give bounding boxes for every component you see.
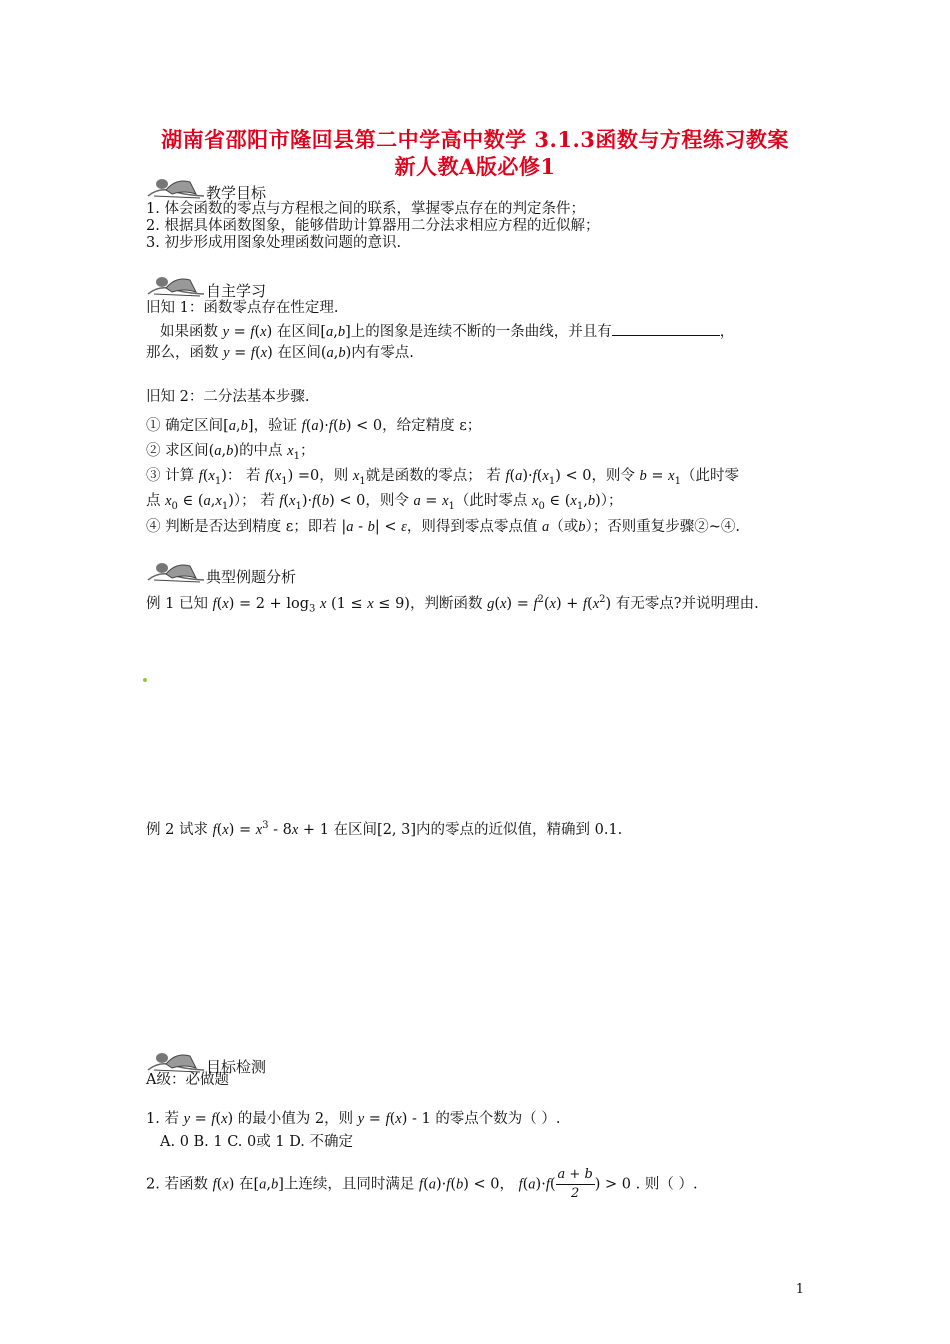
document-title-line2: 新人教A版必修1	[394, 154, 556, 179]
section-examples-header	[146, 556, 446, 588]
review1-line2: 那么，函数 y = f(x) 在区间(a,b)内有零点.	[146, 345, 414, 361]
review1-line1: 如果函数 y = f(x) 在区间[a,b]上的图象是连续不断的一条曲线，并且有 ，	[160, 321, 734, 341]
section-label: 典型例题分析	[206, 568, 297, 586]
fraction-a-plus-b-over-2: $\frac{a + b}{2}$	[557, 1167, 593, 1201]
review1-heading: 旧知 1：函数零点存在性定理.	[146, 300, 339, 316]
bisection-step3: ③ 计算 $f(x_1)$： 若 $f(x_1) =0$，则 $x_1$就是函数的零点； 若 $f(a)\cdot f(x_1) < 0$，则令 $b = x_1$（此时零	[146, 468, 739, 487]
page-number: 1	[795, 1282, 804, 1297]
example1-problem: 例 1 已知 $f(x) = 2 + \log_3 x$ (1 ≤ x ≤ 9)，判断函数 $g(x) = f^2(x) + f(x^2)$ 有无零点?并说明理由.	[146, 594, 759, 615]
question-1-options: A. 0 B. 1 C. 0或 1 D. 不确定	[160, 1134, 354, 1150]
book-reader-icon	[146, 172, 206, 202]
decorative-dot	[143, 678, 147, 682]
question-2: 2. 若函数 f(x) 在[a,b]上连续，且同时满足 f(a)·f(b) < 0， f(a)·f( $\frac{a + b}{2}$ ) > 0 . 则（ ）.	[146, 1167, 698, 1201]
objective-item: 1. 体会函数的零点与方程根之间的联系，掌握零点存在的判定条件；	[146, 201, 585, 217]
question-1: 1. 若 y = f(x) 的最小值为 2，则 y = f(x) - 1 的零点个数为（ ）.	[146, 1111, 561, 1127]
fill-blank	[612, 321, 720, 336]
bisection-step1: ① 确定区间[a,b]，验证 f(a)·f(b) < 0，给定精度 ε；	[146, 418, 482, 434]
section-label: 目标检测	[206, 1058, 267, 1076]
example2-problem: 例 2 试求 $f(x) = x^3 - 8x + 1$ 在区间[2, 3]内的零点的近似值，精确到 0.1.	[146, 820, 623, 838]
document-title-line1: 湖南省邵阳市隆回县第二中学高中数学 3.1.3函数与方程练习教案	[161, 127, 789, 152]
bisection-step3-cont: 点 $x_0$ ∈ $(a,x_1)$）； 若 $f(x_1)\cdot f(b) < 0$，则令 $a = x_1$（此时零点 $x_0$ ∈ $(x_1,b)$）；	[146, 493, 623, 512]
level-label: A级：必做题	[146, 1072, 229, 1088]
section-label: 自主学习	[206, 282, 267, 300]
book-reader-icon	[146, 270, 206, 300]
book-reader-icon	[146, 556, 206, 586]
objective-item: 3. 初步形成用图象处理函数问题的意识.	[146, 235, 402, 251]
section-label: 教学目标	[206, 184, 267, 202]
section-self-study-header	[146, 270, 446, 302]
review2-heading: 旧知 2：二分法基本步骤.	[146, 389, 310, 405]
objective-item: 2. 根据具体函数图象，能够借助计算器用二分法求相应方程的近似解；	[146, 218, 600, 234]
bisection-step2: ② 求区间(a,b)的中点 $x_1$；	[146, 443, 315, 462]
bisection-step4: ④ 判断是否达到精度 ε；即若 |a - b| < ε，则得到零点零点值 a（或b）；否则重复步骤②~④.	[146, 519, 740, 535]
